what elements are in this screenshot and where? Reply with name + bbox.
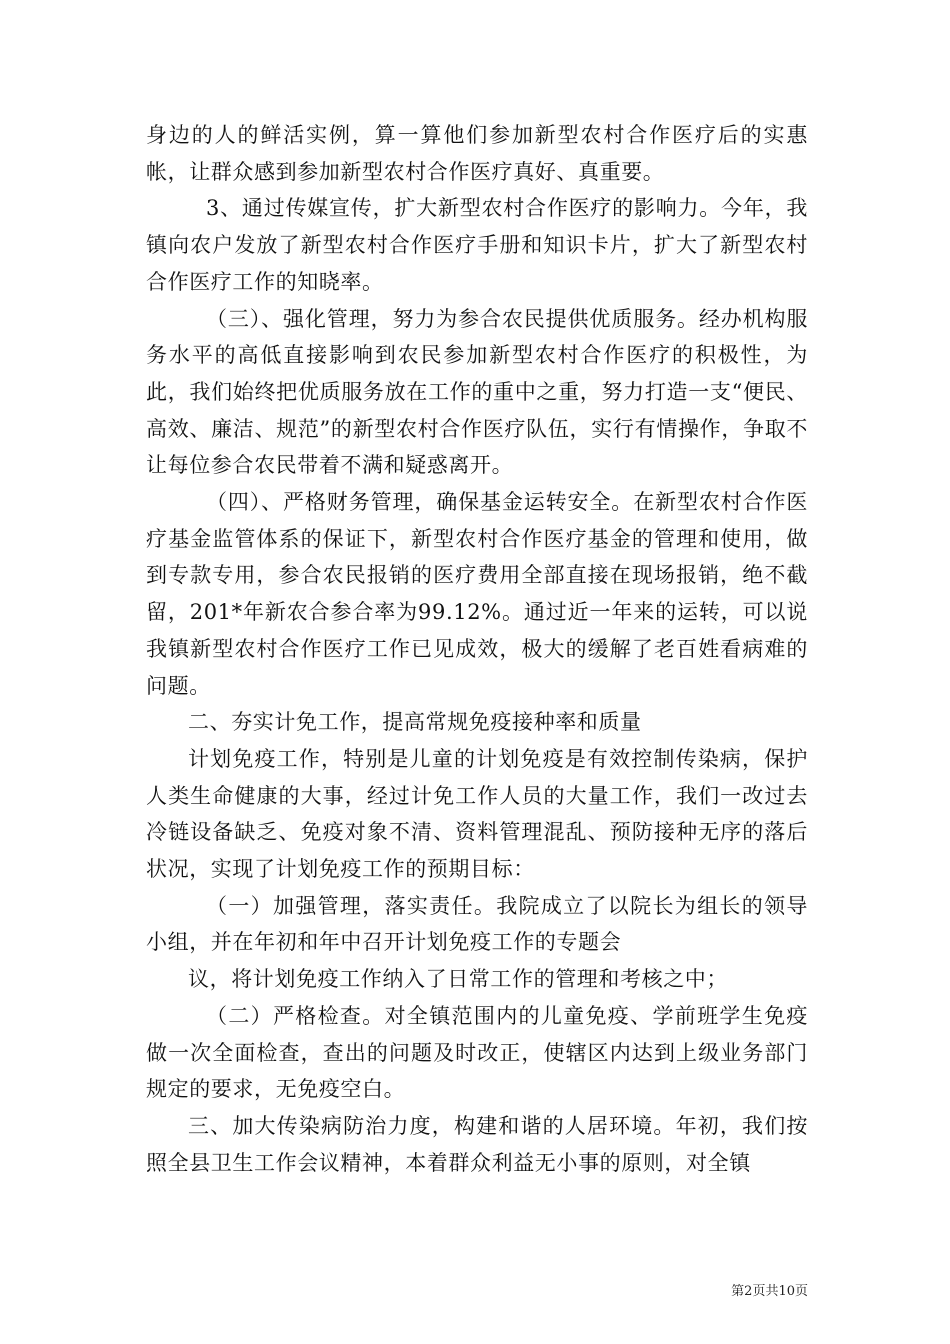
paragraph-10: 三、加大传染病防治力度，构建和谐的人居环境。年初，我们按照全县卫生工作会议精神，本着群众利益无小事的原则，对全镇	[146, 1113, 808, 1175]
paragraph-7: （一）加强管理，落实责任。我院成立了以院长为组长的领导小组，并在年初和年中召开计划免疫工作的专题会	[146, 893, 808, 955]
paragraph-9: （二）严格检查。对全镇范围内的儿童免疫、学前班学生免疫做一次全面检查，查出的问题及时改正，使辖区内达到上级业务部门规定的要求，无免疫空白。	[146, 1003, 808, 1102]
page-number-footer: 第2页共10页	[731, 1284, 808, 1299]
paragraph-1: 身边的人的鲜活实例，算一算他们参加新型农村合作医疗后的实惠帐，让群众感到参加新型农村合作医疗真好、真重要。	[146, 123, 808, 184]
paragraph-4: （四）、严格财务管理，确保基金运转安全。在新型农村合作医疗基金监管体系的保证下，新型农村合作医疗基金的管理和使用，做到专款专用，参合农民报销的医疗费用全部直接在现场报销，绝不截留，201*年新农合参合率为99.12%。通过近一年来的运转，可以说我镇新型农村合作医疗工作已见成效，极大的缓解了老百姓看病难的问题。	[146, 490, 808, 698]
paragraph-3: （三）、强化管理，努力为参合农民提供优质服务。经办机构服务水平的高低直接影响到农民参加新型农村合作医疗的积极性，为此，我们始终把优质服务放在工作的重中之重，努力打造一支“便民、高效、廉洁、规范”的新型农村合作医疗队伍，实行有情操作，争取不让每位参合农民带着不满和疑惑离开。	[146, 306, 808, 478]
paragraph-2: 3、通过传媒宣传，扩大新型农村合作医疗的影响力。今年，我镇向农户发放了新型农村合作医疗手册和知识卡片，扩大了新型农村合作医疗工作的知晓率。	[146, 196, 808, 294]
document-body	[146, 117, 808, 1181]
paragraph-6: 计划免疫工作，特别是儿童的计划免疫是有效控制传染病，保护人类生命健康的大事，经过计免工作人员的大量工作，我们一改过去冷链设备缺乏、免疫对象不清、资料管理混乱、预防接种无序的落后状况，实现了计划免疫工作的预期目标：	[146, 746, 808, 882]
section-heading-2: 二、夯实计免工作，提高常规免疫接种率和质量	[188, 710, 642, 735]
paragraph-8: 议，将计划免疫工作纳入了日常工作的管理和考核之中；	[188, 967, 728, 992]
